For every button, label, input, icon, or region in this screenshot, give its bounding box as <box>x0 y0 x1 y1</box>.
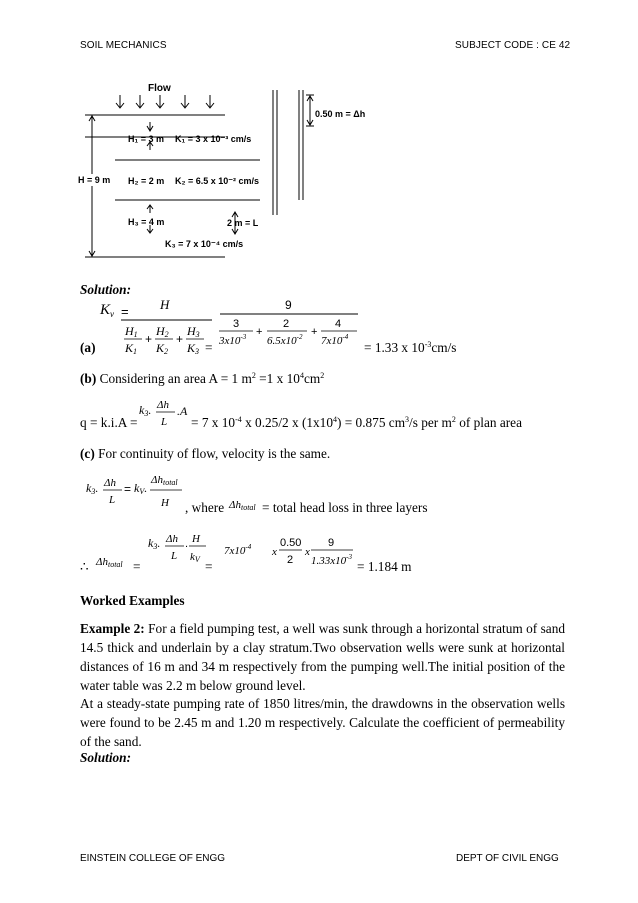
final-lhs-dh: Δh <box>96 556 108 568</box>
eq-b-sup1: 2 <box>251 371 256 380</box>
soil-layers-figure <box>70 75 390 270</box>
cont-h: H <box>161 497 169 509</box>
final-numeric <box>222 531 354 573</box>
h-total-label: H = 9 m <box>78 175 111 185</box>
eq-a-d2-exp: -2 <box>296 333 303 341</box>
worked-examples-title: Worked Examples <box>80 593 185 608</box>
final-lhs <box>95 551 131 571</box>
final-result: = 1.184 m <box>357 559 412 574</box>
svg-text:Kv <box>99 302 114 319</box>
eq-q-k3: k <box>139 403 145 417</box>
eq-a-d1: 3x10 <box>219 335 241 347</box>
final-two: 2 <box>287 554 294 566</box>
eq-a-d2: 6.5x10 <box>267 335 297 347</box>
standpipes <box>273 90 303 215</box>
final-dh: Δh <box>166 533 178 545</box>
dh-label: 0.50 m = Δh <box>315 109 366 119</box>
svg-text:6.5x10-2 <box>267 333 303 347</box>
eq-c-label: (c) <box>80 446 95 461</box>
eq-q-l: L <box>161 416 168 428</box>
final-den-exp: -3 <box>346 553 352 561</box>
cont-kv-sub: V <box>139 487 145 496</box>
svg-text:Δhtotal <box>228 499 256 512</box>
svg-text:kV.: kV. <box>134 481 148 496</box>
h3-term: H <box>187 324 196 338</box>
cont-where: , where <box>185 500 225 515</box>
svg-text:Δhtotal <box>150 474 178 487</box>
cont-dh-total: Δh <box>151 474 163 486</box>
h3-label: H₃ = 4 m <box>128 217 165 227</box>
cont-description: = total head loss in three layers <box>262 500 428 515</box>
where-symbol <box>228 494 264 514</box>
final-x1: x <box>272 546 277 558</box>
cont-dh: Δh <box>104 477 116 489</box>
header-right: SUBJECT CODE : CE 42 <box>455 40 571 51</box>
final-nine: 9 <box>328 537 335 549</box>
h3-sub: 3 <box>195 330 200 339</box>
svg-text:+: + <box>176 332 184 346</box>
solution-label: Solution: <box>80 282 131 297</box>
eq-b-text2: =1 x 10 <box>255 371 300 386</box>
svg-text:H3 <box>186 324 200 339</box>
k3-sub: 3 <box>195 347 200 356</box>
k1-term: K <box>125 341 134 355</box>
svg-text:3x10-3 <box>218 333 247 347</box>
eq-q-dh: Δh <box>157 399 169 411</box>
k2-label: K₂ = 6.5 x 10⁻² cm/s <box>175 176 260 186</box>
eq-a-numeric-fraction <box>215 297 360 357</box>
pumping-paragraph: At a steady-state pumping rate of 1850 litres/min, the drawdowns in the observation wells were found to be 2.45 m and 1.20 m respectively. Calculate the coefficient of permeability of the sand. <box>80 696 565 749</box>
final-kv: k <box>190 551 195 563</box>
eq-c-text: For continuity of flow, velocity is the same. <box>94 446 331 461</box>
k1-sub: 1 <box>133 347 138 356</box>
footer-right: DEPT OF CIVIL ENGG <box>456 853 559 864</box>
cont-eq: = <box>124 482 132 496</box>
kv-formula <box>97 297 217 357</box>
eq-b-sup2: 4 <box>299 371 304 380</box>
dh-dimension <box>306 95 314 126</box>
eq-q-k3-sub: 3 <box>144 409 149 418</box>
eq-q-t2: x 0.25/2 x (1x10 <box>241 415 333 430</box>
svg-text:7x10-4 <box>321 333 349 347</box>
eq-q-t4: /s per m <box>409 415 452 430</box>
eq-q-s2: 4 <box>332 415 337 424</box>
h2-sub: 2 <box>164 330 169 339</box>
h2-label: H₂ = 2 m <box>128 176 165 186</box>
flow-arrows <box>116 95 214 108</box>
example2-label: Example 2: <box>80 621 145 636</box>
eq-a-d3: 7x10 <box>321 335 343 347</box>
final-middle-fraction <box>146 533 208 573</box>
eq-q-rest <box>191 415 522 431</box>
final-eq1: = <box>133 559 141 574</box>
svg-text:.A: .A <box>177 404 188 418</box>
svg-text:K3 <box>186 341 199 356</box>
svg-text:H1 <box>124 324 138 339</box>
final-l: L <box>171 550 178 562</box>
k3-term: K <box>187 341 196 355</box>
eq-a-nine: 9 <box>285 298 292 312</box>
eq-q-a: A <box>180 404 188 418</box>
eq-a-n2: 2 <box>283 318 290 330</box>
eq-b-line <box>80 371 324 387</box>
final-k3: k <box>148 536 154 550</box>
continuity-equation <box>84 472 184 514</box>
cont-dh-total-sub: total <box>162 478 178 487</box>
svg-text:k3.: k3. <box>139 403 152 418</box>
h1-term: H <box>125 324 134 338</box>
final-eq2: = <box>205 559 213 574</box>
svg-text:K1 <box>124 341 137 356</box>
eq-b-sup3: 2 <box>320 371 325 380</box>
svg-text:+: + <box>311 326 318 338</box>
example2-paragraph <box>80 619 565 695</box>
svg-text:H2 <box>155 324 169 339</box>
svg-text:k3.: k3. <box>148 536 161 551</box>
kv-symbol: K <box>100 302 111 318</box>
svg-text:k3.: k3. <box>86 481 99 496</box>
eq-a-d3-exp: -4 <box>342 333 349 341</box>
eq-q-s4: 2 <box>451 415 456 424</box>
eq-a-equals: = <box>205 340 213 355</box>
kv-subscript: v <box>110 309 115 319</box>
final-h: H <box>192 533 200 545</box>
final-x2: x <box>305 546 310 558</box>
k1-label: K₁ = 3 x 10⁻³ cm/s <box>175 134 252 144</box>
final-v1-exp: -4 <box>245 543 252 551</box>
eq-a-result-exp: -3 <box>424 340 432 349</box>
h2-term: H <box>156 324 165 338</box>
eq-a-label: (a) <box>80 340 96 355</box>
eq-a-d1-exp: -3 <box>240 333 247 341</box>
h1-sub: 1 <box>133 330 138 339</box>
eq-q-prefix: q = k.i.A = <box>80 415 138 430</box>
h1-label: H₁ = 3 m <box>128 134 164 144</box>
flow-label: Flow <box>148 83 171 94</box>
final-lhs-sub: total <box>107 560 123 569</box>
svg-text:Δhtotal <box>95 556 123 569</box>
k2-term: K <box>156 341 165 355</box>
footer-left: EINSTEIN COLLEGE OF ENGG <box>80 853 226 864</box>
eq-b-text3: cm <box>303 371 321 386</box>
cont-k3-sub: 3 <box>91 487 96 496</box>
svg-text:+: + <box>145 332 153 346</box>
final-kv-sub: V <box>194 555 200 564</box>
k3-label: K₃ = 7 x 10⁻⁴ cm/s <box>165 239 244 249</box>
where-dh: Δh <box>229 499 241 511</box>
cont-kv: k <box>134 481 140 495</box>
eq-q-t3: ) = 0.875 cm <box>336 415 406 430</box>
svg-text:7x10-4 <box>224 543 252 557</box>
final-den: 1.33x10 <box>311 555 347 567</box>
example2-text: For a field pumping test, a well was sunk through a horizontal stratum of sand 14.5 thick and underlain by a clay stratum.Two observation wells were sunk at horizontal distances of 16 m and 34 m respectively from the pumping well.The initial position of the water table was 2.2 m below ground level. <box>80 621 565 693</box>
header-left: SOIL MECHANICS <box>80 40 167 51</box>
svg-text:+: + <box>256 326 263 338</box>
eq-a-result-value: = 1.33 x 10 <box>364 340 425 355</box>
eq-c-line <box>80 446 330 462</box>
eq-b-label: (b) <box>80 371 97 386</box>
svg-text:1.33x10-3 <box>311 553 352 567</box>
therefore-symbol: ∴ <box>80 559 89 574</box>
svg-text:=: = <box>121 304 129 319</box>
l-label: 2 m = L <box>227 218 259 228</box>
eq-q-t5: of plan area <box>455 415 522 430</box>
svg-text:.: . <box>185 538 189 550</box>
eq-q-s1: -4 <box>235 415 242 424</box>
cont-l: L <box>109 494 116 506</box>
eq-a-result <box>364 340 456 356</box>
eq-q-fraction <box>137 398 192 436</box>
svg-text:K2 <box>155 341 168 356</box>
eq-b-text1: Considering an area A = 1 m <box>96 371 252 386</box>
final-v1: 7x10 <box>224 545 246 557</box>
eq-q-t1: = 7 x 10 <box>191 415 236 430</box>
cont-k3: k <box>86 481 92 495</box>
final-050: 0.50 <box>280 537 302 549</box>
solution-label-2: Solution: <box>80 750 131 765</box>
kv-numerator: H <box>160 297 170 312</box>
eq-a-n1: 3 <box>233 318 240 330</box>
eq-a-result-unit: cm/s <box>431 340 457 355</box>
svg-text:kV <box>190 551 201 564</box>
eq-q-s3: 3 <box>405 415 410 424</box>
final-k3-sub: 3 <box>153 542 158 551</box>
eq-a-n3: 4 <box>335 318 342 330</box>
k2-sub: 2 <box>164 347 169 356</box>
where-sub: total <box>240 503 256 512</box>
